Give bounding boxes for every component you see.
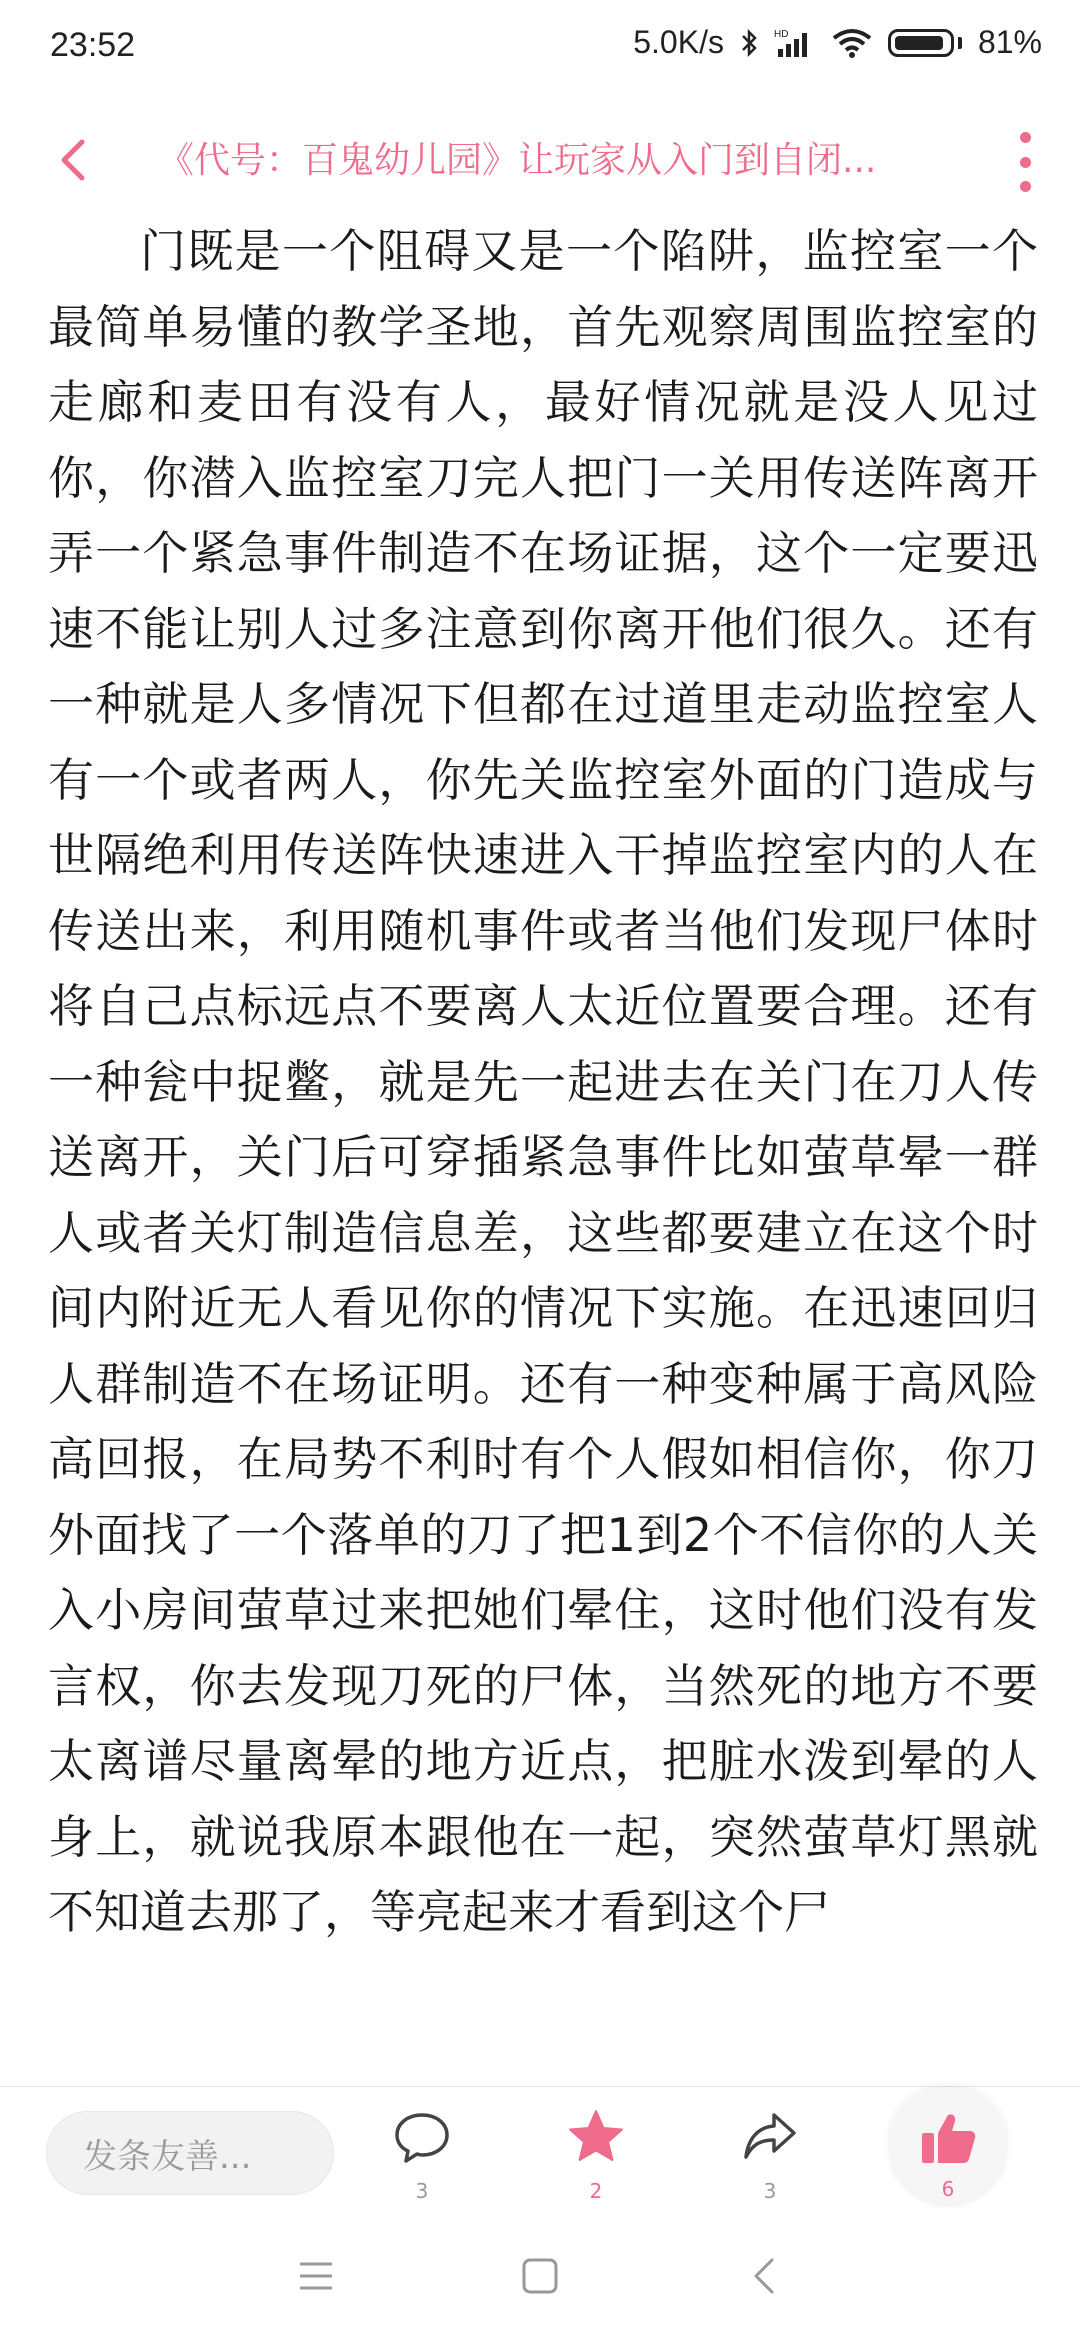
- hd-signal-icon: [774, 27, 816, 59]
- status-time: 23:52: [50, 26, 136, 64]
- home-button[interactable]: [518, 2254, 562, 2298]
- more-options-button[interactable]: [1010, 132, 1040, 192]
- title-bar: [0, 110, 1080, 210]
- battery-percent: 81%: [977, 24, 1042, 60]
- like-button[interactable]: [888, 2087, 1008, 2207]
- svg-text:HD: HD: [773, 28, 789, 40]
- wifi-icon: [832, 28, 872, 58]
- network-speed: 5.0K/s: [633, 24, 724, 60]
- favorite-button[interactable]: [536, 2107, 656, 2207]
- navigation-bar: [0, 2212, 1080, 2340]
- favorites-count: 2: [589, 2179, 603, 2203]
- comment-bubble-icon: [392, 2107, 452, 2167]
- comments-count: 3: [415, 2179, 429, 2203]
- article-paragraph: 门既是一个阻碍又是一个陷阱，监控室一个最简单易懂的教学圣地，首先观察周围监控室的走廊和麦田有没有人，最好情况就是没人见过你，你潜入监控室刀完人把门一关用传送阵离开弄一个紧急事件制造不在场证据，这个一定要迅速不能让别人过多注意到你离开他们很久。还有一种就是人多情况下但都在过道里走动监控室人有一个或者两人，你先关监控室外面的门造成与世隔绝利用传送阵快速进入干掉监控室内的人在传送出来，利用随机事件或者当他们发现尸体时将自己点标远点不要离人太近位置要合理。还有一种瓮中捉鳖，就是先一起进去在关门在刀人传送离开，关门后可穿插紧急事件比如萤草晕一群人或者关灯制造信息差，这些都要建立在这个时间内附近无人看见你的情况下实施。在迅速回归人群制造不在场证明。还有一种变种属于高风险高回报，在局势不利时有个人假如相信你，你刀外面找了一个落单的刀了把1到2个不信你的人关入小房间萤草过来把她们晕住，这时他们没有发言权，你去发现刀死的尸体，当然死的地方不要太离谱尽量离晕的地方近点，把脏水泼到晕的人身上，就说我原本跟他在一起，突然萤草灯黑就不知道去那了，等亮起来才看到这个尸: [48, 224, 1038, 1939]
- back-button[interactable]: [50, 134, 100, 184]
- shares-count: 3: [763, 2179, 777, 2203]
- likes-count: 6: [941, 2177, 955, 2201]
- battery-icon: [888, 29, 954, 57]
- bluetooth-icon: [740, 28, 758, 58]
- home-square-icon: [518, 2254, 562, 2298]
- share-button[interactable]: [710, 2107, 830, 2207]
- share-arrow-icon: [740, 2107, 800, 2167]
- star-icon: [566, 2107, 626, 2167]
- thumbs-up-icon: [918, 2109, 978, 2169]
- comment-placeholder: 发条友善...: [83, 2136, 252, 2177]
- back-triangle-icon: [744, 2254, 788, 2298]
- action-bar: [0, 2086, 1080, 2212]
- status-bar: [0, 0, 1080, 96]
- page-title: 《代号：百鬼幼儿园》让玩家从入门到自闭...: [158, 140, 877, 181]
- article-content: [48, 214, 1038, 2074]
- back-nav-button[interactable]: [744, 2254, 788, 2298]
- more-vertical-icon-dot: [1020, 132, 1031, 143]
- chevron-left-icon: [50, 134, 100, 184]
- more-vertical-icon-dot: [1020, 157, 1031, 168]
- recent-apps-button[interactable]: [294, 2254, 338, 2298]
- comment-button[interactable]: [362, 2107, 482, 2207]
- more-vertical-icon-dot: [1020, 181, 1031, 192]
- battery-tip: [958, 37, 962, 49]
- status-indicators: [633, 24, 1042, 61]
- comment-input[interactable]: [46, 2111, 334, 2195]
- menu-icon: [294, 2254, 338, 2298]
